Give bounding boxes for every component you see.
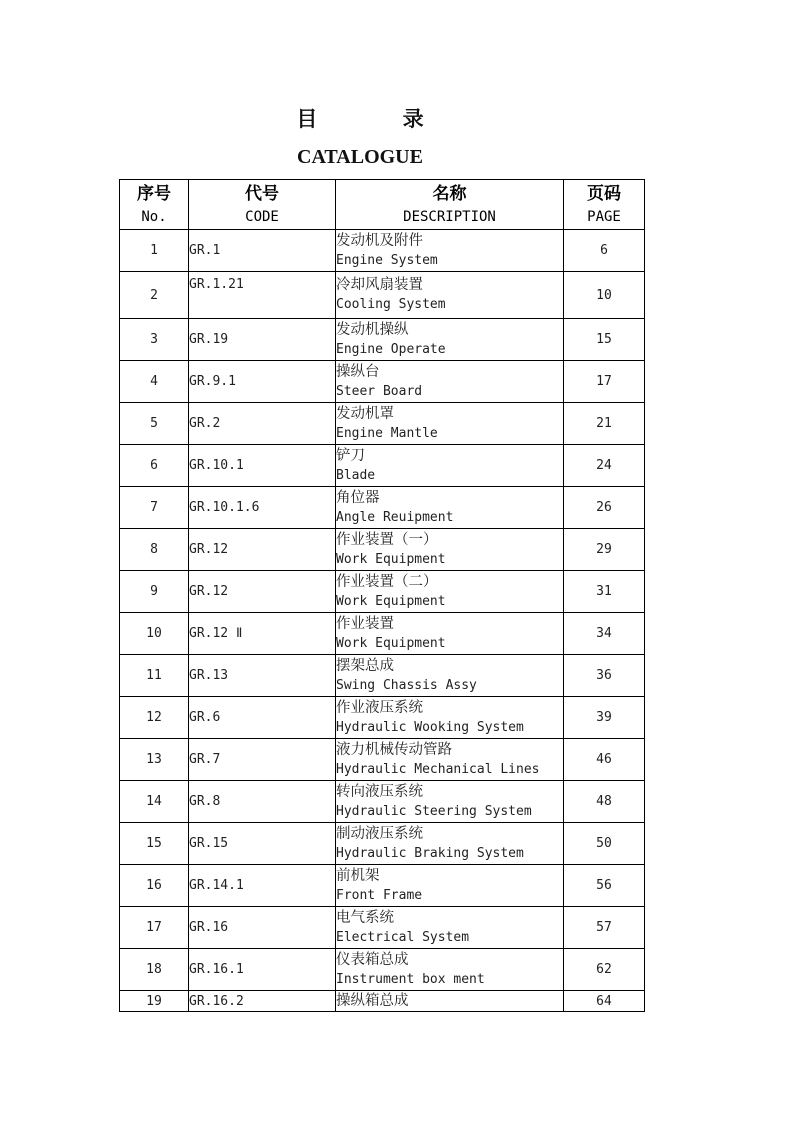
row-description-en: Hydraulic Mechanical Lines [336, 761, 540, 777]
row-description [336, 319, 564, 361]
row-code: GR.16.2 [189, 991, 336, 1012]
table-header-row [120, 180, 645, 230]
table-row [120, 529, 645, 571]
row-description-cn: 液力机械传动管路 [336, 741, 452, 758]
row-page: 21 [564, 403, 645, 445]
table-row [120, 739, 645, 781]
row-page: 10 [564, 272, 645, 319]
row-page: 62 [564, 949, 645, 991]
table-row [120, 319, 645, 361]
row-description-cn: 作业装置（一） [336, 531, 438, 548]
row-code: GR.1.21 [189, 272, 336, 319]
row-code: GR.8 [189, 781, 336, 823]
row-number: 16 [120, 865, 189, 907]
row-description-cn: 制动液压系统 [336, 825, 423, 842]
header-page-cn: 页码 [587, 183, 621, 204]
row-page: 56 [564, 865, 645, 907]
row-description [336, 823, 564, 865]
row-number: 10 [120, 613, 189, 655]
row-description-en: Hydraulic Wooking System [336, 719, 524, 735]
table-row [120, 865, 645, 907]
header-desc-en: DESCRIPTION [403, 208, 496, 225]
row-description-cn: 前机架 [336, 867, 380, 884]
catalogue-table [119, 179, 645, 1012]
header-code-en: CODE [245, 208, 279, 225]
header-code [189, 180, 336, 230]
header-desc-cn: 名称 [432, 183, 467, 204]
row-description-cn: 角位器 [336, 489, 380, 506]
table-row [120, 571, 645, 613]
header-page [564, 180, 645, 230]
table-row [120, 781, 645, 823]
row-description-cn: 作业液压系统 [336, 699, 423, 716]
row-page: 15 [564, 319, 645, 361]
header-page-en: PAGE [587, 208, 621, 225]
row-page: 64 [564, 991, 645, 1012]
row-description-en: Swing Chassis Assy [336, 677, 477, 693]
row-number: 1 [120, 230, 189, 272]
row-code: GR.16 [189, 907, 336, 949]
row-description-cn: 电气系统 [336, 909, 394, 926]
table-row [120, 907, 645, 949]
row-page: 6 [564, 230, 645, 272]
row-description-en: Hydraulic Steering System [336, 803, 532, 819]
row-description-en: Hydraulic Braking System [336, 845, 524, 861]
row-number: 11 [120, 655, 189, 697]
row-code: GR.2 [189, 403, 336, 445]
row-code: GR.19 [189, 319, 336, 361]
header-code-cn: 代号 [245, 183, 279, 204]
row-description-en: Work Equipment [336, 593, 446, 609]
row-description [336, 571, 564, 613]
row-description-cn: 仪表箱总成 [336, 951, 409, 968]
row-description-en: Blade [336, 467, 376, 483]
row-description [336, 361, 564, 403]
row-description-cn: 作业装置 [336, 615, 394, 632]
row-number: 12 [120, 697, 189, 739]
row-description-en: Cooling System [336, 297, 446, 312]
row-page: 48 [564, 781, 645, 823]
header-no-en: No. [141, 208, 167, 225]
row-number: 13 [120, 739, 189, 781]
row-description-en: Instrument box ment [336, 971, 485, 987]
row-page: 39 [564, 697, 645, 739]
row-description-en: Engine System [336, 252, 438, 268]
row-page: 26 [564, 487, 645, 529]
row-page: 17 [564, 361, 645, 403]
row-description [336, 907, 564, 949]
header-no [120, 180, 189, 230]
row-code: GR.12 Ⅱ [189, 613, 336, 655]
row-description [336, 781, 564, 823]
row-description-en: Angle Reuipment [336, 509, 454, 525]
row-description-cn: 作业装置（二） [336, 573, 438, 590]
row-code: GR.15 [189, 823, 336, 865]
table-row [120, 487, 645, 529]
row-description [336, 949, 564, 991]
row-description [336, 991, 564, 1012]
row-code: GR.10.1.6 [189, 487, 336, 529]
row-page: 24 [564, 445, 645, 487]
row-code: GR.16.1 [189, 949, 336, 991]
row-description [336, 403, 564, 445]
row-code: GR.10.1 [189, 445, 336, 487]
row-description-cn: 发动机及附件 [336, 232, 423, 249]
row-code: GR.7 [189, 739, 336, 781]
row-description [336, 487, 564, 529]
row-number: 18 [120, 949, 189, 991]
row-number: 3 [120, 319, 189, 361]
row-description-cn: 操纵箱总成 [336, 993, 409, 1009]
row-page: 34 [564, 613, 645, 655]
row-code: GR.1 [189, 230, 336, 272]
row-description-cn: 操纵台 [336, 363, 380, 380]
row-description-cn: 发动机罩 [336, 405, 394, 422]
row-number: 15 [120, 823, 189, 865]
row-page: 50 [564, 823, 645, 865]
table-row [120, 230, 645, 272]
row-description-cn: 转向液压系统 [336, 783, 423, 800]
row-code: GR.13 [189, 655, 336, 697]
row-page: 29 [564, 529, 645, 571]
row-description [336, 655, 564, 697]
row-page: 36 [564, 655, 645, 697]
table-row [120, 403, 645, 445]
row-description-en: Front Frame [336, 887, 423, 903]
row-description [336, 865, 564, 907]
table-row [120, 361, 645, 403]
table-row [120, 613, 645, 655]
row-description-cn: 摆架总成 [336, 657, 394, 674]
table-row [120, 445, 645, 487]
row-description [336, 230, 564, 272]
row-code: GR.9.1 [189, 361, 336, 403]
row-description-en: Steer Board [336, 383, 423, 399]
row-number: 17 [120, 907, 189, 949]
table-row [120, 949, 645, 991]
row-description [336, 272, 564, 319]
row-number: 6 [120, 445, 189, 487]
row-description-cn: 铲刀 [336, 447, 365, 464]
row-description-en: Engine Operate [336, 341, 446, 357]
row-number: 9 [120, 571, 189, 613]
row-number: 8 [120, 529, 189, 571]
catalogue-title-chinese: 目 录 [296, 107, 424, 131]
row-description-en: Work Equipment [336, 635, 446, 651]
row-description-cn: 发动机操纵 [336, 321, 409, 338]
row-number: 7 [120, 487, 189, 529]
row-number: 14 [120, 781, 189, 823]
table-row [120, 655, 645, 697]
row-page: 46 [564, 739, 645, 781]
row-page: 57 [564, 907, 645, 949]
row-description [336, 529, 564, 571]
row-description-en: Electrical System [336, 929, 470, 945]
table-row [120, 823, 645, 865]
row-description [336, 613, 564, 655]
row-description-cn: 冷却风扇装置 [336, 277, 423, 293]
header-description [336, 180, 564, 230]
row-code: GR.6 [189, 697, 336, 739]
row-description [336, 697, 564, 739]
row-code: GR.12 [189, 571, 336, 613]
row-code: GR.12 [189, 529, 336, 571]
catalogue-title-english: CATALOGUE [297, 146, 423, 168]
row-page: 31 [564, 571, 645, 613]
row-number: 4 [120, 361, 189, 403]
table-row [120, 991, 645, 1012]
table-row [120, 697, 645, 739]
row-description-en: Work Equipment [336, 551, 446, 567]
row-number: 2 [120, 272, 189, 319]
row-description [336, 739, 564, 781]
row-number: 5 [120, 403, 189, 445]
row-description-en: Engine Mantle [336, 425, 438, 441]
row-number: 19 [120, 991, 189, 1012]
row-code: GR.14.1 [189, 865, 336, 907]
row-description [336, 445, 564, 487]
header-no-cn: 序号 [137, 183, 171, 204]
table-row [120, 272, 645, 319]
